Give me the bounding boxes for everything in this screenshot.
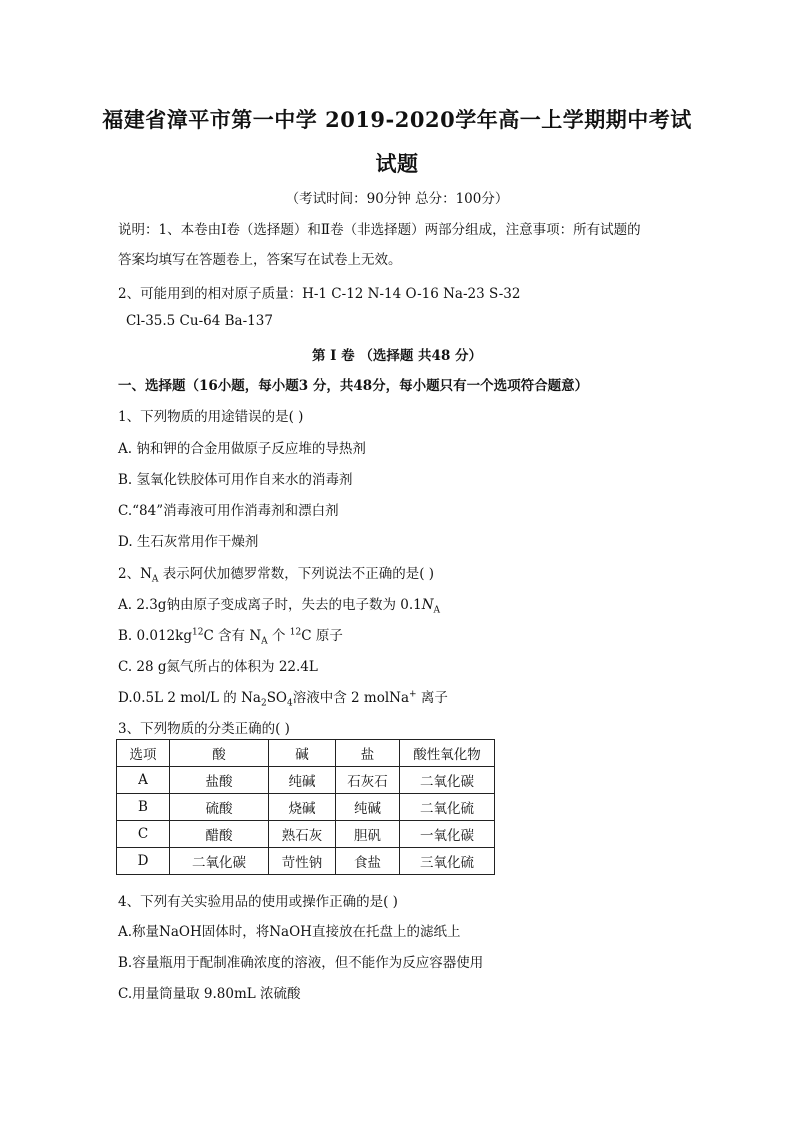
- q2-option-c: C. 28 g氮气所占的体积为 22.4L: [118, 659, 318, 675]
- table-header-cell: 选项: [117, 740, 170, 767]
- part-heading: 一、选择题（16小题，每小题3 分，共48分，每小题只有一个选项符合题意）: [118, 378, 589, 394]
- q4-stem: 4、下列有关实验用品的使用或操作正确的是( ): [118, 894, 398, 910]
- q2-a-italic: N: [421, 597, 434, 613]
- table-cell: 胆矾: [336, 821, 400, 848]
- table-row: [117, 848, 495, 875]
- q2-b-sub: A: [261, 636, 268, 647]
- q2-b-sup1: 12: [191, 627, 204, 638]
- q1-option-b: B. 氢氧化铁胶体可用作自来水的消毒剂: [118, 472, 353, 488]
- q2-b-mid2: 个: [267, 628, 290, 644]
- table-cell: 二氧化硫: [400, 794, 495, 821]
- table-header-row: [117, 740, 495, 767]
- q2-stem-pre: 2、N: [118, 566, 152, 582]
- q4-option-b: B.容量瓶用于配制准确浓度的溶液，但不能作为反应容器使用: [118, 955, 484, 971]
- table-cell: 纯碱: [269, 767, 336, 794]
- q2-option-b: [118, 624, 343, 647]
- classification-table: [116, 739, 495, 875]
- q2-b-post: C 原子: [301, 628, 343, 644]
- note2-line1: 2、可能用到的相对原子质量：H-1 C-12 N-14 O-16 Na-23 S-32: [118, 286, 521, 302]
- table-cell: 烧碱: [269, 794, 336, 821]
- q2-d-mid2: 溶液中含 2 molNa: [292, 690, 410, 706]
- exam-title-line1: 福建省漳平市第一中学 2019-2020学年高一上学期期中考试: [102, 107, 692, 132]
- q4-option-c: C.用量筒量取 9.80mL 浓硫酸: [118, 986, 301, 1002]
- table-cell: 醋酸: [170, 821, 269, 848]
- q2-option-d: [118, 686, 448, 709]
- table-row: [117, 794, 495, 821]
- table-cell: 三氧化硫: [400, 848, 495, 875]
- table-header-cell: 酸性氧化物: [400, 740, 495, 767]
- q2-d-mid: SO: [266, 690, 288, 706]
- table-cell: 盐酸: [170, 767, 269, 794]
- table-cell: 硫酸: [170, 794, 269, 821]
- table-cell: B: [117, 794, 170, 821]
- exam-title-line2: 试题: [375, 151, 419, 176]
- table-cell: 熟石灰: [269, 821, 336, 848]
- q2-b-sup2: 12: [289, 627, 302, 638]
- q2-d-post: 离子: [416, 690, 448, 706]
- q2-option-a: [118, 593, 440, 616]
- q4-option-a: A.称量NaOH固体时，将NaOH直接放在托盘上的滤纸上: [118, 924, 461, 940]
- section-title: 第 Ⅰ 卷 （选择题 共48 分）: [311, 348, 483, 364]
- note1-line2: 答案均填写在答题卷上，答案写在试卷上无效。: [118, 252, 402, 268]
- table-cell: 纯碱: [336, 794, 400, 821]
- table-cell: D: [117, 848, 170, 875]
- table-cell: 苛性钠: [269, 848, 336, 875]
- q2-d-sup: +: [409, 689, 417, 700]
- table-header-cell: 碱: [269, 740, 336, 767]
- note1-line1: 说明：1、本卷由Ⅰ卷（选择题）和Ⅱ卷（非选择题）两部分组成，注意事项：所有试题的: [118, 222, 641, 238]
- table-row: [117, 767, 495, 794]
- q1-option-c: C.“84”消毒液可用作消毒剂和漂白剂: [118, 503, 339, 519]
- q2-b-mid1: C 含有 N: [203, 628, 262, 644]
- q3-stem: 3、下列物质的分类正确的( ): [118, 721, 290, 737]
- table-cell: 一氧化碳: [400, 821, 495, 848]
- table-cell: 食盐: [336, 848, 400, 875]
- q2-b-pre: B. 0.012kg: [118, 628, 192, 644]
- q2-a-sub: A: [433, 605, 441, 616]
- q2-stem-sub: A: [151, 574, 159, 585]
- q2-d-sub2: 4: [287, 698, 293, 709]
- q2-stem: [118, 562, 434, 585]
- table-header-cell: 盐: [336, 740, 400, 767]
- q1-stem: 1、下列物质的用途错误的是( ): [118, 409, 304, 425]
- table-cell: C: [117, 821, 170, 848]
- table-cell: 二氧化碳: [170, 848, 269, 875]
- note2-line2: Cl-35.5 Cu-64 Ba-137: [126, 313, 273, 329]
- table-row: [117, 821, 495, 848]
- table-header-cell: 酸: [170, 740, 269, 767]
- q1-option-d: D. 生石灰常用作干燥剂: [118, 534, 259, 550]
- q2-d-pre: D.0.5L 2 mol/L 的 Na: [118, 690, 261, 706]
- q1-option-a: A. 钠和钾的合金用做原子反应堆的导热剂: [118, 441, 366, 457]
- q2-stem-post: 表示阿伏加德罗常数，下列说法不正确的是( ): [158, 566, 435, 582]
- q2-d-sub1: 2: [260, 698, 267, 709]
- q2-a-pre: A. 2.3g钠由原子变成离子时，失去的电子数为 0.1: [118, 597, 422, 613]
- table-cell: 石灰石: [336, 767, 400, 794]
- exam-info: （考试时间：90分钟 总分：100分）: [285, 191, 509, 207]
- table-cell: 二氧化碳: [400, 767, 495, 794]
- table-cell: A: [117, 767, 170, 794]
